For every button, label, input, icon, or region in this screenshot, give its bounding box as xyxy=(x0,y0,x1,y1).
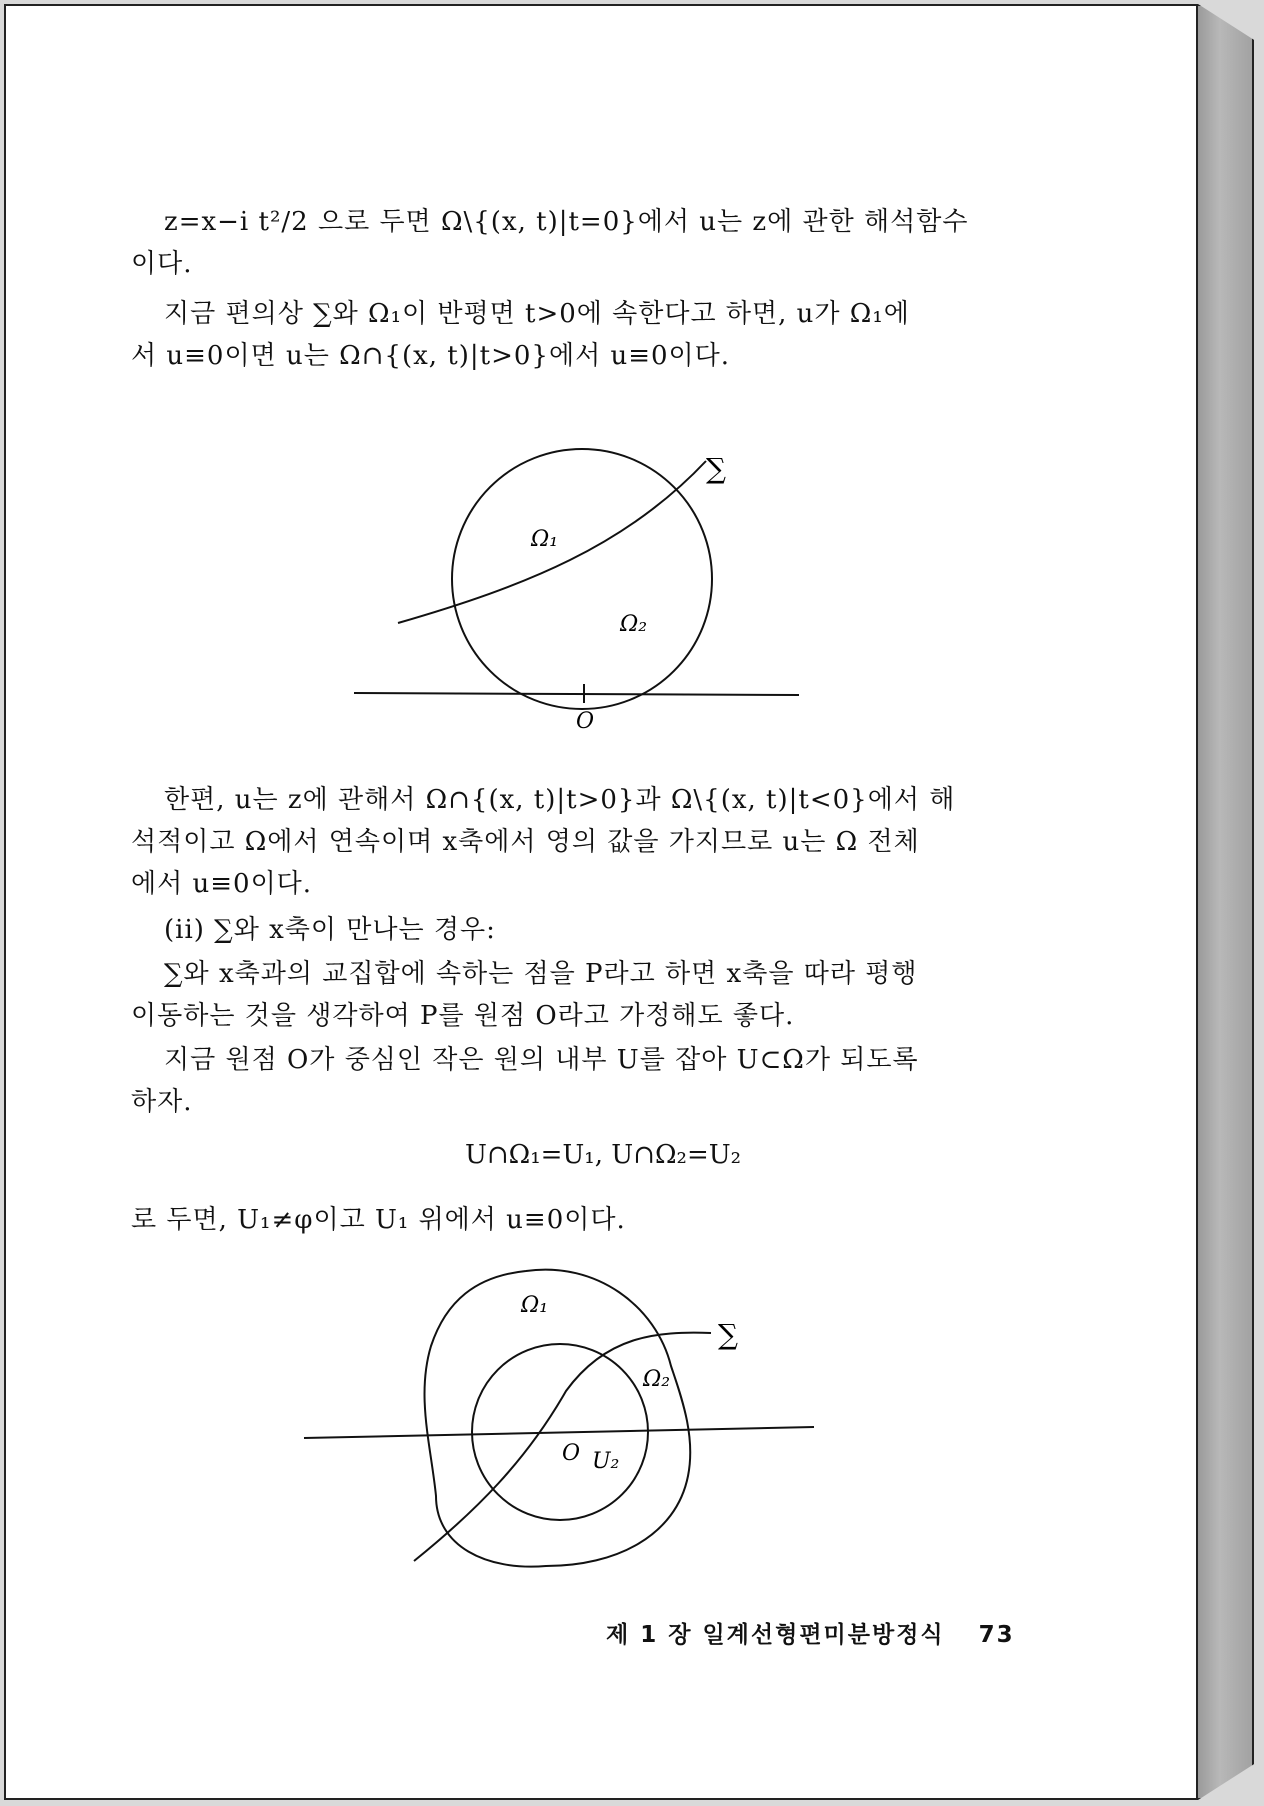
figure1-sigma-label: ∑ xyxy=(706,452,726,485)
para4-line1: ∑와 x축과의 교집합에 속하는 점을 P라고 하면 x축을 따라 평행 xyxy=(164,959,918,989)
footer-page-number: 73 xyxy=(978,1622,1015,1648)
figure2-sigma-label: ∑ xyxy=(718,1318,738,1351)
para1-line2: 이다. xyxy=(131,249,193,279)
para6: 로 두면, U₁≠φ이고 U₁ 위에서 u≡0이다. xyxy=(131,1205,626,1235)
figure1-circle xyxy=(452,449,712,709)
case-heading: (ii) ∑와 x축이 만나는 경우: xyxy=(164,915,496,945)
figure2-x-axis xyxy=(304,1427,814,1438)
para2-line1: 지금 편의상 ∑와 Ω₁이 반평면 t>0에 속한다고 하면, u가 Ω₁에 xyxy=(164,299,910,329)
book-page-edge xyxy=(1198,4,1254,1800)
para3-line1: 한편, u는 z에 관해서 Ω∩{(x, t)|t>0}과 Ω\{(x, t)|t<0}에서 해 xyxy=(164,785,956,815)
figure2-origin-label: O xyxy=(562,1441,581,1466)
para3-line2: 석적이고 Ω에서 연속이며 x축에서 영의 값을 가지므로 u는 Ω 전체 xyxy=(131,827,920,857)
figure-2 xyxy=(6,1246,1200,1606)
figure2-omega-region xyxy=(425,1270,691,1567)
page-footer xyxy=(606,1616,1015,1649)
figure2-omega1-label: Ω₁ xyxy=(521,1293,549,1318)
figure1-omega2-label: Ω₂ xyxy=(620,612,648,637)
para1-line1: z=x−i t²/2 으로 두면 Ω\{(x, t)|t=0}에서 u는 z에 관한 해석함수 xyxy=(164,207,969,237)
figure2-omega2-label: Ω₂ xyxy=(643,1367,671,1392)
figure2-u2-label: U₂ xyxy=(592,1449,620,1474)
para4-line2: 이동하는 것을 생각하여 P를 원점 O라고 가정해도 좋다. xyxy=(131,1001,795,1031)
para3-line3: 에서 u≡0이다. xyxy=(131,869,313,899)
equation: U∩Ω₁=U₁, U∩Ω₂=U₂ xyxy=(464,1140,742,1170)
book-page xyxy=(4,4,1198,1800)
figure1-origin-label: O xyxy=(576,709,595,734)
para2-line2: 서 u≡0이면 u는 Ω∩{(x, t)|t>0}에서 u≡0이다. xyxy=(131,341,731,371)
figure1-x-axis xyxy=(354,693,799,695)
figure1-omega1-label: Ω₁ xyxy=(531,527,559,552)
figure-1 xyxy=(6,6,1200,766)
para5-line1: 지금 원점 O가 중심인 작은 원의 내부 U를 잡아 U⊂Ω가 되도록 xyxy=(164,1045,919,1075)
para5-line2: 하자. xyxy=(131,1087,193,1117)
footer-chapter: 제 1 장 일계선형편미분방정식 xyxy=(606,1622,945,1648)
